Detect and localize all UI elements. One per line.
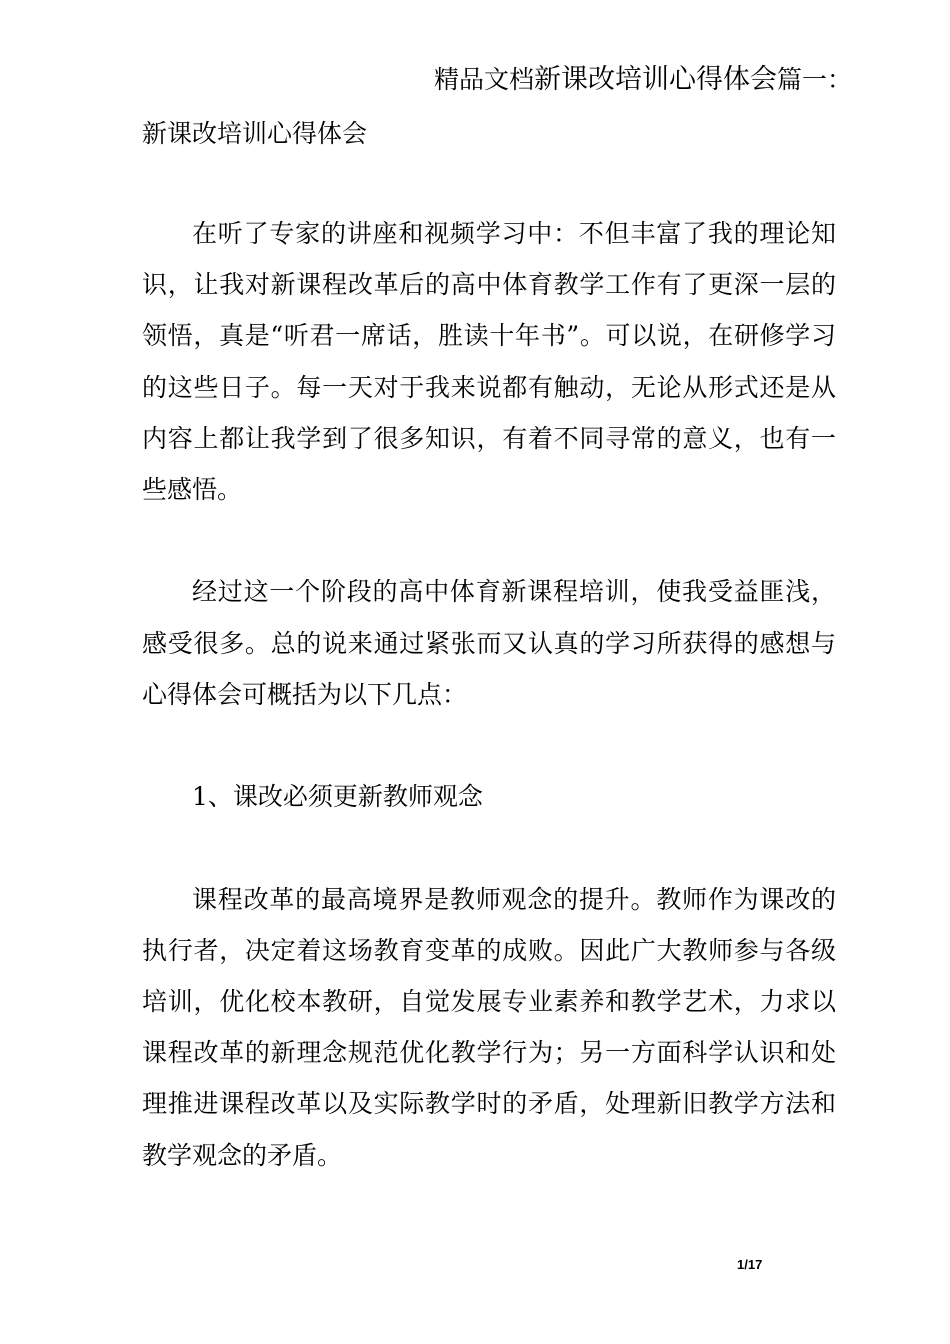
paragraph-2: 经过这一个阶段的高中体育新课程培训，使我受益匪浅，感受很多。总的说来通过紧张而又认真的学习所获得的感想与心得体会可概括为以下几点： — [142, 577, 836, 709]
header-prefix: 精品文档 — [433, 65, 534, 94]
section-heading-1: 1、课改必须更新教师观念 — [192, 782, 483, 812]
header-suffix: 篇一： — [776, 65, 852, 94]
page-header — [434, 60, 852, 100]
paragraph-3: 课程改革的最高境界是教师观念的提升。教师作为课改的执行者，决定着这场教育变革的成败。因此广大教师参与各级培训，优化校本教研，自觉发展专业素养和教学艺术，力求以课程改革的新理念规范优化教学行为；另一方面科学认识和处理推进课程改革以及实际教学时的矛盾，处理新旧教学方法和教学观念的矛盾。 — [142, 884, 836, 1170]
header-title: 新课改培训心得体会 — [533, 64, 777, 95]
document-body — [142, 208, 836, 1232]
page-number: 1/17 — [737, 1257, 763, 1272]
document-title: 新课改培训心得体会 — [142, 119, 368, 148]
paragraph-1: 在听了专家的讲座和视频学习中：不但丰富了我的理论知识，让我对新课程改革后的高中体育教学工作有了更深一层的领悟，真是“听君一席话，胜读十年书”。可以说，在研修学习的这些日子。每一天对于我来说都有触动，无论从形式还是从内容上都让我学到了很多知识，有着不同寻常的意义，也有一些感悟。 — [142, 219, 836, 505]
